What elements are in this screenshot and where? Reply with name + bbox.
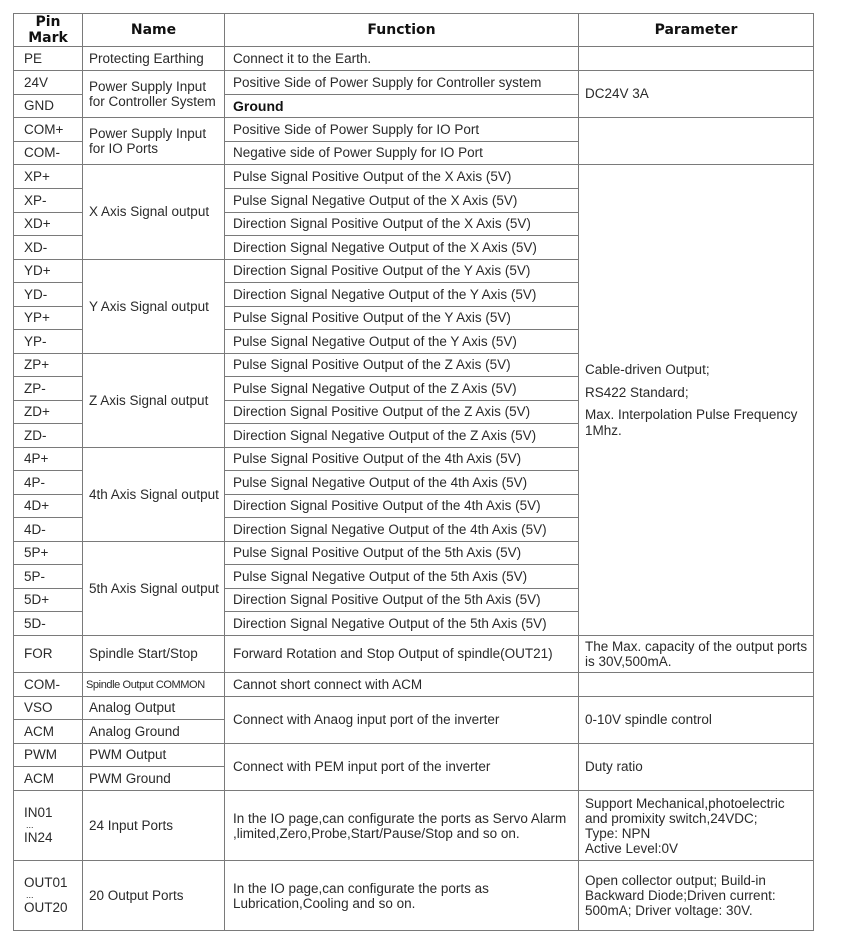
pin-range-start: OUT01 xyxy=(24,875,68,890)
pin-name: 24 Input Ports xyxy=(83,791,225,861)
table-row xyxy=(14,697,814,720)
pin-mark: ACM xyxy=(14,720,83,744)
table-row xyxy=(14,165,814,189)
pin-mark: YP- xyxy=(14,330,83,354)
pin-function: Forward Rotation and Stop Output of spindle(OUT21) xyxy=(225,636,579,673)
pin-mark: 4P+ xyxy=(14,448,83,471)
pin-range-end: OUT20 xyxy=(24,900,68,915)
pin-mark: XP+ xyxy=(14,165,83,189)
pin-mark: COM- xyxy=(14,673,83,697)
pin-name: Power Supply Input for Controller System xyxy=(83,71,225,118)
pin-function: Pulse Signal Positive Output of the 5th Axis (5V) xyxy=(225,542,579,565)
pin-mark: XD- xyxy=(14,236,83,260)
pin-function: Direction Signal Negative Output of the 4th Axis (5V) xyxy=(225,518,579,542)
pin-function: Direction Signal Positive Output of the 4th Axis (5V) xyxy=(225,495,579,518)
pin-parameter: DC24V 3A xyxy=(579,71,814,118)
table-row xyxy=(14,861,814,931)
pin-parameter-empty xyxy=(579,118,814,165)
pin-mark: 4D- xyxy=(14,518,83,542)
signal-param-line: RS422 Standard; xyxy=(585,384,689,400)
pin-range-dots: ... xyxy=(26,890,34,900)
pin-name: Power Supply Input for IO Ports xyxy=(83,118,225,165)
pin-parameter: 0-10V spindle control xyxy=(579,697,814,744)
pin-mark: 5P+ xyxy=(14,542,83,565)
pin-function: Pulse Signal Negative Output of the X Axis (5V) xyxy=(225,189,579,213)
pin-function: Direction Signal Positive Output of the 5th Axis (5V) xyxy=(225,589,579,612)
signal-param-line: Max. Interpolation Pulse Frequency 1Mhz. xyxy=(585,406,798,438)
pin-range-dots: ... xyxy=(26,820,34,830)
pin-function: Pulse Signal Negative Output of the Y Axis (5V) xyxy=(225,330,579,354)
pin-function: Ground xyxy=(225,95,579,118)
header-parameter: Parameter xyxy=(579,14,814,47)
pin-name: X Axis Signal output xyxy=(83,165,225,260)
pin-function: Direction Signal Negative Output of the X Axis (5V) xyxy=(225,236,579,260)
pin-mark: PWM xyxy=(14,744,83,767)
pin-mark: 5P- xyxy=(14,565,83,589)
header-row xyxy=(14,14,814,47)
pin-range-end: IN24 xyxy=(24,830,53,845)
pin-name: PWM Ground xyxy=(83,767,225,791)
pin-function: Pulse Signal Negative Output of the 5th Axis (5V) xyxy=(225,565,579,589)
pin-function: Positive Side of Power Supply for IO Port xyxy=(225,118,579,142)
pin-mark: YD+ xyxy=(14,260,83,283)
pin-function: Direction Signal Positive Output of the Y Axis (5V) xyxy=(225,260,579,283)
pin-mark: ZP- xyxy=(14,377,83,401)
pin-function: Connect with Anaog input port of the inverter xyxy=(225,697,579,744)
signal-parameter xyxy=(579,165,814,636)
header-pin-mark: Pin Mark xyxy=(14,14,83,47)
pin-function: Cannot short connect with ACM xyxy=(225,673,579,697)
pin-mark: XP- xyxy=(14,189,83,213)
pin-function: Direction Signal Negative Output of the Z Axis (5V) xyxy=(225,424,579,448)
pin-mark: ZP+ xyxy=(14,354,83,377)
pin-mark: ZD+ xyxy=(14,401,83,424)
pin-mark: ACM xyxy=(14,767,83,791)
pin-function: Direction Signal Negative Output of the Y Axis (5V) xyxy=(225,283,579,307)
header-name: Name xyxy=(83,14,225,47)
pin-function: Direction Signal Negative Output of the 5th Axis (5V) xyxy=(225,612,579,636)
pin-function: In the IO page,can configurate the ports as Lubrication,Cooling and so on. xyxy=(225,861,579,931)
table-row xyxy=(14,791,814,861)
pin-name: 20 Output Ports xyxy=(83,861,225,931)
pin-parameter: Duty ratio xyxy=(579,744,814,791)
pin-mark: PE xyxy=(14,47,83,71)
pin-mark-range xyxy=(14,791,83,861)
pin-function: Pulse Signal Negative Output of the Z Axis (5V) xyxy=(225,377,579,401)
pin-function: In the IO page,can configurate the ports as Servo Alarm ,limited,Zero,Probe,Start/Pause/Stop and so on. xyxy=(225,791,579,861)
signal-param-line: Cable-driven Output; xyxy=(585,361,710,377)
pin-mark: ZD- xyxy=(14,424,83,448)
pin-function: Connect it to the Earth. xyxy=(225,47,579,71)
pin-function: Pulse Signal Positive Output of the Y Axis (5V) xyxy=(225,307,579,330)
pin-mark: YP+ xyxy=(14,307,83,330)
table-row xyxy=(14,71,814,95)
table-row xyxy=(14,744,814,767)
pin-parameter-empty xyxy=(579,47,814,71)
table-row xyxy=(14,636,814,673)
pin-function: Direction Signal Positive Output of the X Axis (5V) xyxy=(225,213,579,236)
pin-definition-table xyxy=(13,13,814,931)
pin-parameter xyxy=(579,791,814,861)
pin-name: Protecting Earthing xyxy=(83,47,225,71)
input-param-line: Support Mechanical,photoelectric and promixity switch,24VDC; xyxy=(585,795,785,826)
pin-function: Pulse Signal Positive Output of the X Axis (5V) xyxy=(225,165,579,189)
pin-parameter: Open collector output; Build-in Backward Diode;Driven current: 500mA; Driver voltage: 30V. xyxy=(579,861,814,931)
pin-range-start: IN01 xyxy=(24,805,53,820)
pin-parameter-empty xyxy=(579,673,814,697)
pin-name: Analog Output xyxy=(83,697,225,720)
pin-name: Y Axis Signal output xyxy=(83,260,225,354)
input-param-line: Active Level:0V xyxy=(585,840,679,856)
pin-name: 4th Axis Signal output xyxy=(83,448,225,542)
pin-mark: YD- xyxy=(14,283,83,307)
pin-function: Negative side of Power Supply for IO Port xyxy=(225,142,579,165)
pin-name: Spindle Output COMMON xyxy=(83,673,225,697)
pin-parameter: The Max. capacity of the output ports is 30V,500mA. xyxy=(579,636,814,673)
pin-name: 5th Axis Signal output xyxy=(83,542,225,636)
pin-mark: VSO xyxy=(14,697,83,720)
pin-function: Direction Signal Positive Output of the Z Axis (5V) xyxy=(225,401,579,424)
pin-mark: FOR xyxy=(14,636,83,673)
table-row xyxy=(14,118,814,142)
pin-mark: COM- xyxy=(14,142,83,165)
pin-name: PWM Output xyxy=(83,744,225,767)
table-row xyxy=(14,673,814,697)
pin-name: Spindle Start/Stop xyxy=(83,636,225,673)
table-row xyxy=(14,47,814,71)
pin-name: Analog Ground xyxy=(83,720,225,744)
header-function: Function xyxy=(225,14,579,47)
pin-mark: GND xyxy=(14,95,83,118)
input-param-line: Type: NPN xyxy=(585,825,651,841)
pin-mark-range xyxy=(14,861,83,931)
pin-function: Pulse Signal Positive Output of the Z Axis (5V) xyxy=(225,354,579,377)
pin-function: Pulse Signal Positive Output of the 4th Axis (5V) xyxy=(225,448,579,471)
pin-function: Connect with PEM input port of the inverter xyxy=(225,744,579,791)
pin-mark: 5D- xyxy=(14,612,83,636)
pin-mark: 5D+ xyxy=(14,589,83,612)
pin-mark: COM+ xyxy=(14,118,83,142)
pin-mark: 4D+ xyxy=(14,495,83,518)
pin-mark: XD+ xyxy=(14,213,83,236)
pin-mark: 4P- xyxy=(14,471,83,495)
pin-name: Z Axis Signal output xyxy=(83,354,225,448)
pin-function: Positive Side of Power Supply for Controller system xyxy=(225,71,579,95)
pin-mark: 24V xyxy=(14,71,83,95)
pin-function: Pulse Signal Negative Output of the 4th Axis (5V) xyxy=(225,471,579,495)
